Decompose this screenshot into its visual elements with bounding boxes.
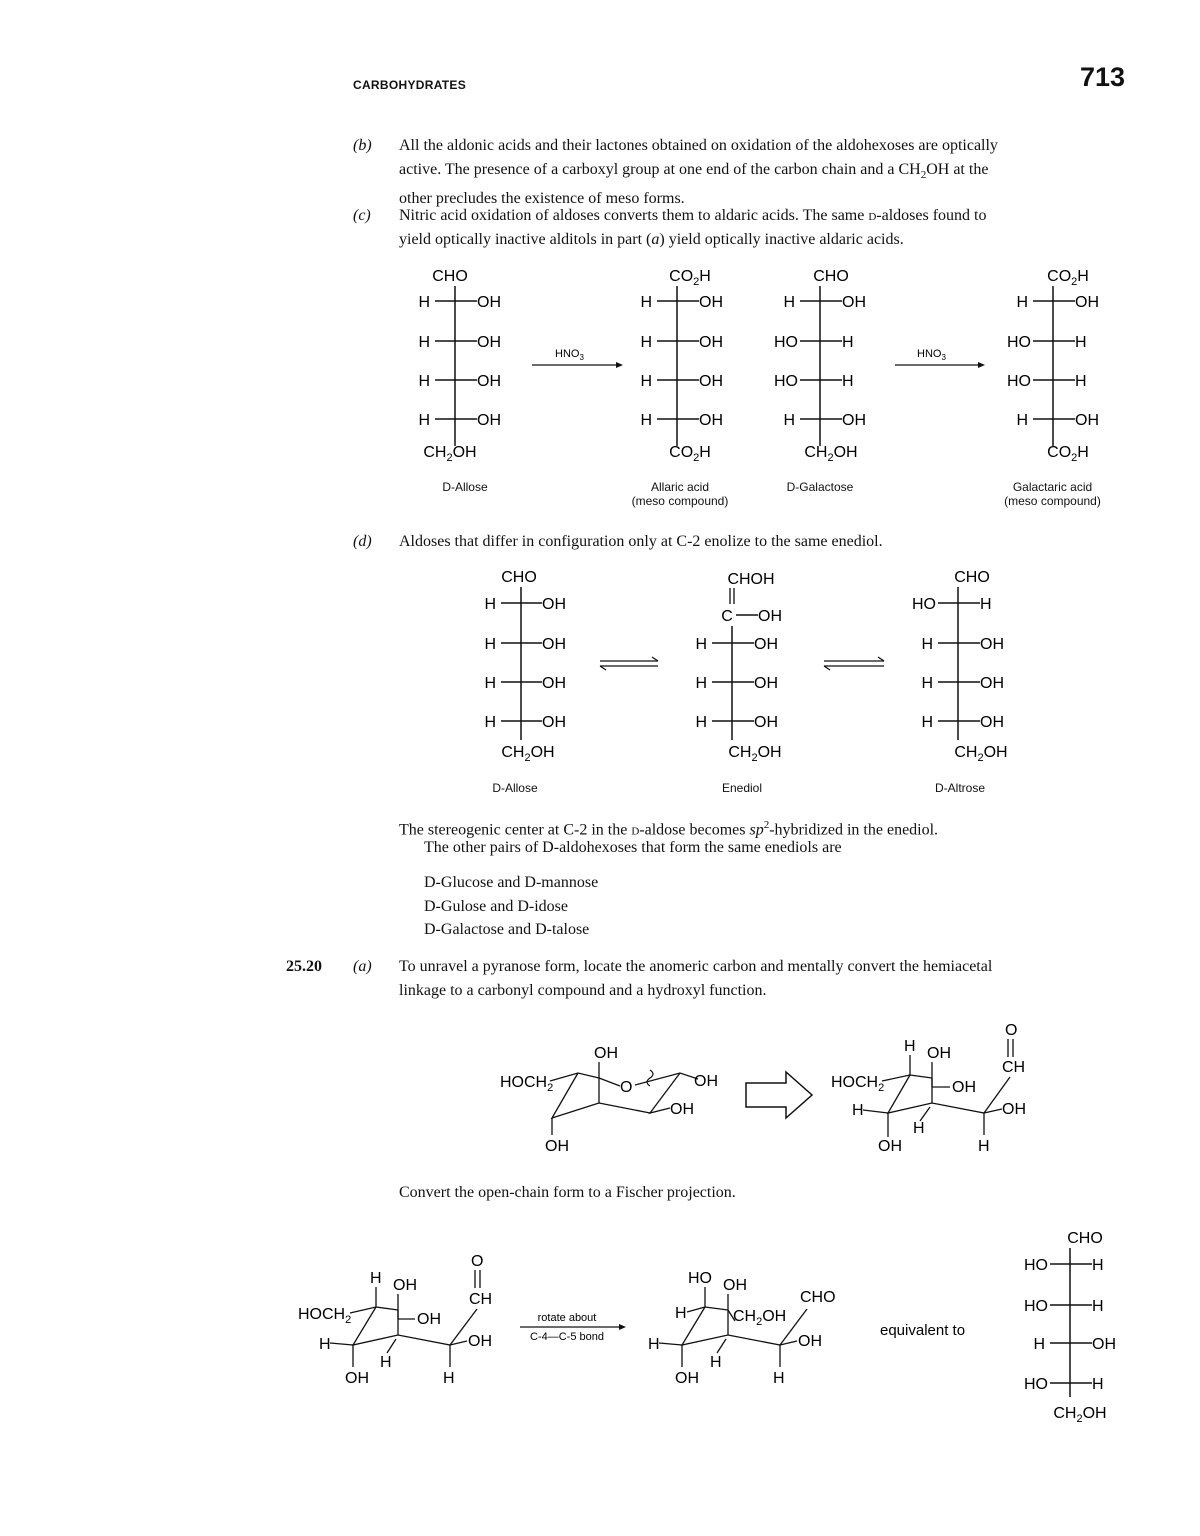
- rotate-label-2: C-4—C-5 bond: [530, 1331, 604, 1343]
- problem-text: To unravel a pyranose form, locate the anomeric carbon and mentally convert the hemiacetal linkage to a carbonyl compound and a hydroxyl function.: [399, 958, 993, 999]
- svg-text:OH: OH: [393, 1277, 417, 1294]
- pyranose-ring: [500, 1045, 718, 1155]
- svg-text:H: H: [773, 1370, 785, 1387]
- svg-text:CO2H: $CO_2H$: [669, 268, 711, 288]
- svg-text:OH: OH: [542, 675, 566, 692]
- list-item: D-Glucose and D-mannose: [424, 874, 599, 891]
- fischer-final: [1024, 1230, 1116, 1425]
- caption-d-allose-2: D-Allose: [492, 781, 538, 795]
- pyranose-unravel-scheme: [490, 1015, 1050, 1165]
- svg-text:OH: OH: [723, 1277, 747, 1294]
- svg-text:HO: HO: [1007, 373, 1031, 390]
- fischer-allaric-acid: [640, 268, 723, 464]
- part-d-text: Aldoses that differ in configuration only at C-2 enolize to the same enediol.: [399, 533, 883, 550]
- svg-text:H: H: [978, 1138, 990, 1155]
- svg-text:OH: OH: [699, 412, 723, 429]
- svg-text:OH: OH: [675, 1370, 699, 1387]
- open-chain-form-2: [298, 1253, 492, 1387]
- caption-d-galactose: D-Galactose: [786, 480, 854, 494]
- svg-text:OH: OH: [699, 294, 723, 311]
- list-item: D-Gulose and D-idose: [424, 897, 568, 915]
- svg-text:H: H: [418, 412, 430, 429]
- fischer-conversion-scheme: [295, 1225, 1145, 1430]
- svg-text:H: H: [783, 294, 795, 311]
- svg-text:OH: OH: [477, 334, 501, 351]
- svg-text:OH: OH: [542, 636, 566, 653]
- equilibrium-arrow-2: [824, 657, 884, 670]
- svg-text:H: H: [319, 1336, 331, 1353]
- svg-text:H: H: [370, 1270, 382, 1287]
- svg-text:OH: OH: [842, 412, 866, 429]
- svg-text:HNO3: $HNO_3$: [917, 348, 946, 362]
- svg-text:H: H: [1092, 1298, 1104, 1315]
- fischer-galactaric-acid: [1007, 268, 1099, 464]
- svg-text:H: H: [921, 636, 933, 653]
- svg-text:OH: OH: [798, 1333, 822, 1350]
- caption-d-allose: D-Allose: [442, 480, 488, 494]
- svg-text:HNO3: $HNO_3$: [555, 348, 584, 362]
- svg-text:OH: OH: [878, 1138, 902, 1155]
- svg-text:OH: OH: [842, 294, 866, 311]
- svg-text:OH: OH: [980, 636, 1004, 653]
- hno3-arrow-2: [895, 348, 985, 368]
- svg-text:OH: OH: [699, 373, 723, 390]
- svg-text:OH: OH: [345, 1370, 369, 1387]
- svg-text:H: H: [1033, 1336, 1045, 1353]
- svg-text:H: H: [484, 714, 496, 731]
- svg-text:CH2OH: $CH_2OH$: [733, 1308, 787, 1328]
- equivalent-to-label: equivalent to: [880, 1322, 966, 1339]
- svg-text:CH2OH: $CH_2OH$: [423, 444, 477, 464]
- svg-text:H: H: [921, 675, 933, 692]
- svg-text:HO: HO: [1024, 1298, 1048, 1315]
- svg-text:H: H: [640, 412, 652, 429]
- svg-text:OH: OH: [1075, 294, 1099, 311]
- svg-text:H: H: [1075, 334, 1087, 351]
- rotated-form: [648, 1270, 836, 1387]
- svg-text:H: H: [695, 714, 707, 731]
- svg-text:OH: OH: [477, 412, 501, 429]
- svg-text:CHO: CHO: [432, 268, 468, 285]
- svg-text:HO: HO: [1007, 334, 1031, 351]
- svg-text:HO: HO: [912, 596, 936, 613]
- svg-text:CH: CH: [469, 1291, 493, 1308]
- svg-text:OH: OH: [980, 714, 1004, 731]
- fischer-rows: [418, 294, 501, 429]
- svg-text:OH: OH: [594, 1045, 618, 1062]
- part-b-text: All the aldonic acids and their lactones obtained on oxidation of the aldohexoses are optically active. The presence of a carboxyl group at one end of the carbon chain and a $CH_2OH$ at the other precludes the existence of meso forms.: [399, 137, 998, 208]
- svg-text:H: H: [640, 373, 652, 390]
- svg-text:HO: HO: [1024, 1376, 1048, 1393]
- svg-text:OH: OH: [477, 294, 501, 311]
- svg-text:OH: OH: [754, 714, 778, 731]
- svg-text:H: H: [913, 1120, 925, 1137]
- other-pairs-text: The other pairs of D-aldohexoses that form the same enediols are: [424, 839, 842, 856]
- svg-text:OH: OH: [542, 596, 566, 613]
- caption-enediol: Enediol: [721, 781, 763, 795]
- open-chain-form: [831, 1022, 1026, 1155]
- svg-text:CHO: CHO: [813, 268, 849, 285]
- svg-text:HO: HO: [774, 334, 798, 351]
- svg-text:O: O: [620, 1079, 633, 1096]
- fischer-d-altrose: [912, 569, 1008, 764]
- svg-text:CO2H: $CO_2H$: [1047, 444, 1089, 464]
- svg-text:H: H: [675, 1305, 687, 1322]
- svg-text:CH2OH: $CH_2OH$: [1053, 1405, 1107, 1425]
- svg-text:OH: OH: [952, 1079, 976, 1096]
- stereogenic-center-text: The stereogenic center at C-2 in the d-aldose becomes $sp^2$-hybridized in the enediol.: [399, 819, 939, 839]
- svg-text:CHO: CHO: [501, 569, 537, 586]
- page-number: 713: [1080, 62, 1126, 92]
- convert-instruction: Convert the open-chain form to a Fischer projection.: [399, 1184, 736, 1201]
- caption-galactaric-acid: Galactaric acid (meso compound): [1004, 480, 1101, 508]
- svg-text:H: H: [1092, 1257, 1104, 1274]
- svg-text:OH: OH: [1092, 1336, 1116, 1353]
- caption-d-altrose: D-Altrose: [934, 781, 985, 795]
- svg-text:H: H: [980, 596, 992, 613]
- part-b-label: (b): [353, 137, 372, 154]
- svg-text:HOCH2: $HOCH_2$: [500, 1074, 554, 1094]
- part-c-label: (c): [353, 207, 371, 224]
- svg-text:H: H: [418, 373, 430, 390]
- problem-number: 25.20: [286, 958, 322, 975]
- fischer-enediol: [695, 571, 782, 764]
- svg-text:H: H: [418, 294, 430, 311]
- svg-text:CH2OH: $CH_2OH$: [804, 444, 858, 464]
- svg-text:H: H: [695, 675, 707, 692]
- svg-text:O: O: [1005, 1022, 1018, 1039]
- svg-text:CO2H: $CO_2H$: [1047, 268, 1089, 288]
- svg-text:H: H: [484, 675, 496, 692]
- svg-text:H: H: [443, 1370, 455, 1387]
- svg-text:H: H: [640, 294, 652, 311]
- svg-text:OH: OH: [477, 373, 501, 390]
- svg-text:OH: OH: [545, 1138, 569, 1155]
- svg-text:H: H: [380, 1354, 392, 1371]
- svg-text:CH2OH: $CH_2OH$: [954, 744, 1008, 764]
- svg-text:OH: OH: [1002, 1101, 1026, 1118]
- pair-list: [424, 871, 598, 942]
- problem-part-label: (a): [353, 958, 372, 975]
- running-title: CARBOHYDRATES: [353, 78, 467, 92]
- svg-text:HO: HO: [774, 373, 798, 390]
- svg-text:HOCH2: $HOCH_2$: [831, 1074, 885, 1094]
- svg-text:C: C: [721, 608, 733, 625]
- svg-text:H: H: [852, 1102, 864, 1119]
- rotate-arrow: [520, 1312, 626, 1343]
- svg-text:H: H: [921, 714, 933, 731]
- rotate-label-1: rotate about: [537, 1312, 597, 1324]
- svg-text:CHO: CHO: [954, 569, 990, 586]
- svg-text:H: H: [904, 1038, 916, 1055]
- svg-text:OH: OH: [542, 714, 566, 731]
- hno3-arrow: [532, 348, 623, 368]
- svg-text:OH: OH: [754, 675, 778, 692]
- svg-text:H: H: [1092, 1376, 1104, 1393]
- svg-text:H: H: [418, 334, 430, 351]
- svg-text:OH: OH: [754, 636, 778, 653]
- svg-text:HOCH2: $HOCH_2$: [298, 1306, 352, 1326]
- fischer-d-allose-2: [484, 569, 566, 764]
- list-item: D-Galactose and D-talose: [424, 921, 590, 938]
- svg-text:OH: OH: [417, 1311, 441, 1328]
- open-arrow: [746, 1072, 812, 1118]
- svg-text:H: H: [1016, 294, 1028, 311]
- svg-text:H: H: [1075, 373, 1087, 390]
- svg-text:H: H: [1016, 412, 1028, 429]
- caption-allaric-acid: Allaric acid (meso compound): [631, 480, 729, 508]
- svg-text:O: O: [471, 1253, 484, 1270]
- svg-text:H: H: [842, 373, 854, 390]
- svg-text:HO: HO: [688, 1270, 712, 1287]
- svg-text:CH: CH: [1002, 1059, 1026, 1076]
- svg-text:H: H: [783, 412, 795, 429]
- svg-text:H: H: [842, 334, 854, 351]
- svg-text:OH: OH: [1075, 412, 1099, 429]
- fischer-d-allose: [418, 268, 501, 464]
- svg-text:H: H: [484, 596, 496, 613]
- svg-text:CH2OH: $CH_2OH$: [728, 744, 782, 764]
- svg-text:H: H: [648, 1336, 660, 1353]
- enediol-scheme: [440, 562, 1080, 772]
- svg-text:OH: OH: [468, 1333, 492, 1350]
- svg-text:CO2H: $CO_2H$: [669, 444, 711, 464]
- svg-text:CHO: CHO: [1067, 1230, 1103, 1247]
- svg-text:H: H: [640, 334, 652, 351]
- fischer-d-galactose: [774, 268, 866, 464]
- svg-text:H: H: [484, 636, 496, 653]
- equilibrium-arrow-1: [600, 657, 658, 670]
- svg-text:HO: HO: [1024, 1257, 1048, 1274]
- svg-text:OH: OH: [927, 1045, 951, 1062]
- svg-text:H: H: [710, 1354, 722, 1371]
- svg-text:OH: OH: [758, 608, 782, 625]
- part-d-label: (d): [353, 533, 372, 550]
- svg-text:OH: OH: [670, 1101, 694, 1118]
- svg-text:OH: OH: [694, 1073, 718, 1090]
- svg-text:OH: OH: [699, 334, 723, 351]
- svg-text:CHOH: CHOH: [727, 571, 775, 588]
- svg-text:OH: OH: [980, 675, 1004, 692]
- part-c-text: Nitric acid oxidation of aldoses converts them to aldaric acids. The same d-aldoses found to yield optically inactive alditols in part (a) yield optically inactive aldaric acids.: [399, 207, 987, 248]
- svg-text:CH2OH: $CH_2OH$: [501, 744, 555, 764]
- svg-text:H: H: [695, 636, 707, 653]
- svg-text:CHO: CHO: [800, 1289, 836, 1306]
